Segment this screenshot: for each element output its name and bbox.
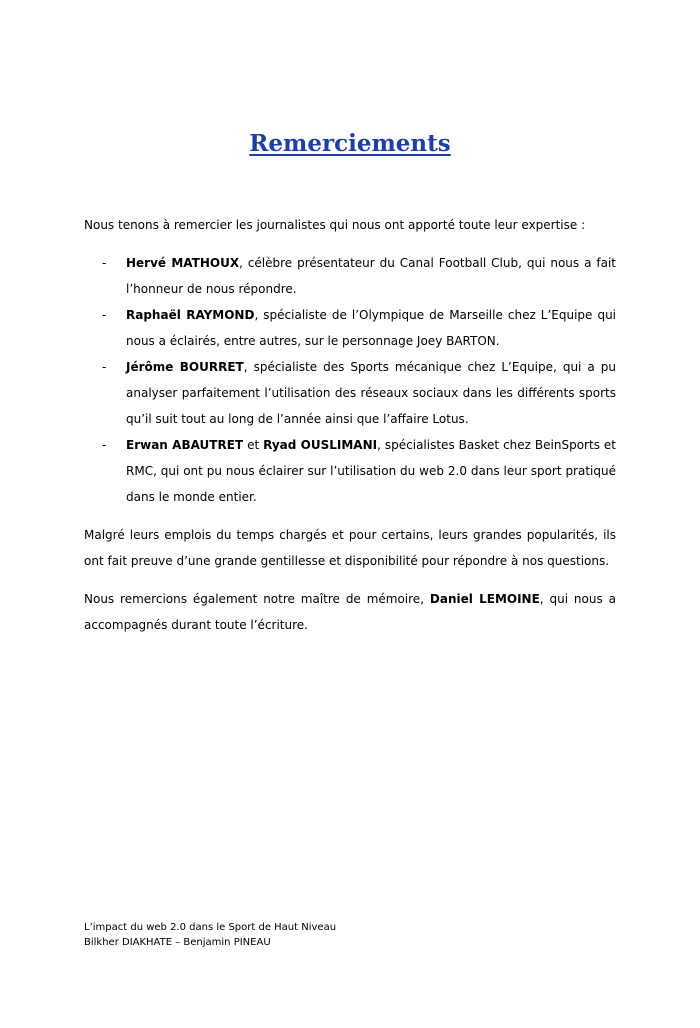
list-item-text: , spécialiste de l’Olympique de Marseille chez L’Equipe qui nous a éclairés, entre autres, sur le personnage Joey BARTON. xyxy=(126,308,617,348)
conjunction: et xyxy=(243,438,264,452)
person-name: Erwan ABAUTRET xyxy=(126,438,244,452)
person-name: Daniel LEMOINE xyxy=(429,592,540,606)
person-name: Hervé MATHOUX xyxy=(126,256,240,270)
acknowledgement-list xyxy=(84,250,616,510)
list-item xyxy=(84,250,616,302)
person-name: Jérôme BOURRET xyxy=(126,360,244,374)
person-name: Ryad OUSLIMANI xyxy=(263,438,378,452)
list-item xyxy=(84,432,616,510)
list-item-text: , spécialiste des Sports mécanique chez L’Equipe, qui a pu analyser parfaitement l’utilisation des réseaux sociaux dans les différents sports qu’il suit tout au long de l’année ainsi que l’affaire Lotus. xyxy=(126,360,616,426)
bullet-dash: - xyxy=(102,308,107,322)
bullet-dash: - xyxy=(102,360,107,374)
paragraph-text: Nous remercions également notre maître de mémoire, xyxy=(84,592,430,606)
document-body xyxy=(84,212,616,650)
footer-authors: Bilkher DIAKHATE – Benjamin PINEAU xyxy=(84,937,271,948)
bullet-dash: - xyxy=(102,256,107,270)
paragraph-supervisor xyxy=(84,586,616,638)
paragraph-text: , qui nous a accompagnés durant toute l’écriture. xyxy=(84,592,616,632)
intro-paragraph: Nous tenons à remercier les journalistes qui nous ont apporté toute leur expertise : xyxy=(84,218,586,232)
person-name: Raphaël RAYMOND xyxy=(126,308,255,322)
list-item-text: , célèbre présentateur du Canal Football Club, qui nous a fait l’honneur de nous répondre. xyxy=(126,256,616,296)
page-footer xyxy=(84,920,336,950)
paragraph-gratitude: Malgré leurs emplois du temps chargés et pour certains, leurs grandes popularités, ils ont fait preuve d’une grande gentillesse et disponibilité pour répondre à nos questions. xyxy=(84,528,616,568)
bullet-dash: - xyxy=(102,438,107,452)
page-title: Remerciements xyxy=(249,130,451,157)
list-item xyxy=(84,354,616,432)
footer-title: L’impact du web 2.0 dans le Sport de Haut Niveau xyxy=(84,922,337,933)
list-item-text: , spécialistes Basket chez BeinSports et RMC, qui ont pu nous éclairer sur l’utilisation du web 2.0 dans leur sport pratiqué dans le monde entier. xyxy=(126,438,617,504)
list-item xyxy=(84,302,616,354)
